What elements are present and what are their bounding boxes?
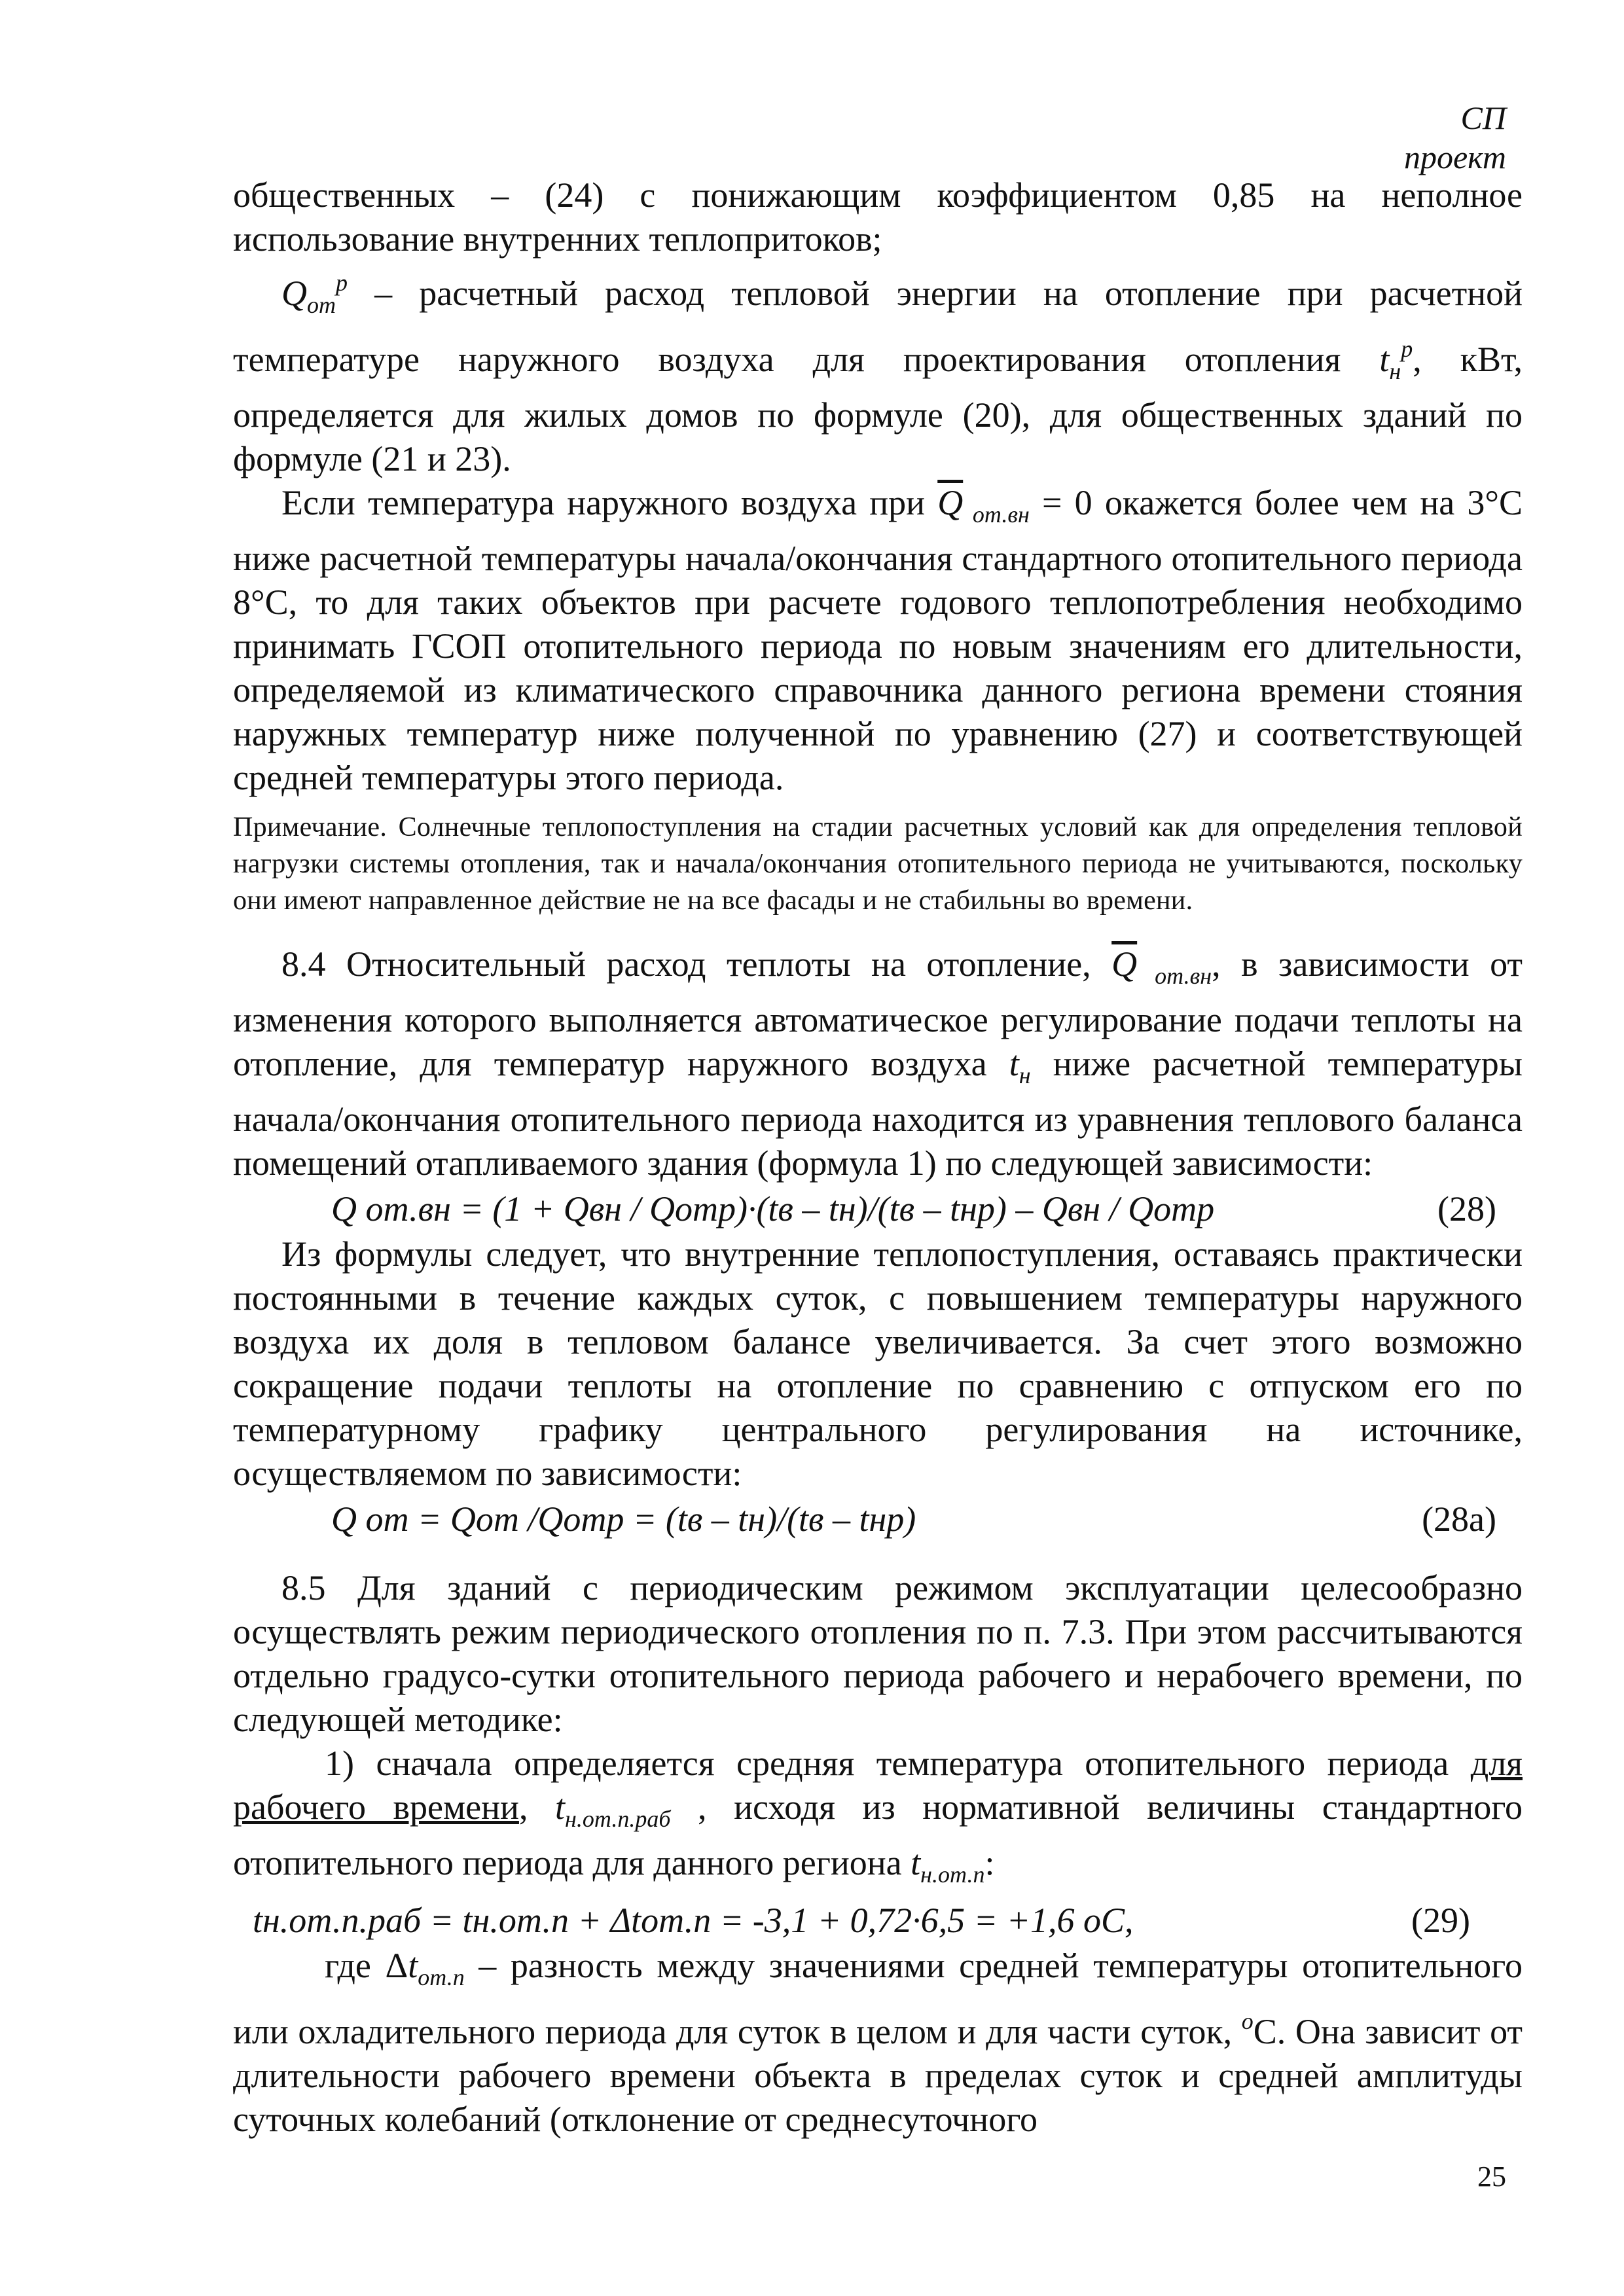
- equation-28-expression: Q от.вн = (1 + Qвн / Qотр)·(tв – tн)/(tв – tнр) – Qвн / Qотр: [331, 1189, 1215, 1229]
- equation-29-number: (29): [1411, 1901, 1470, 1940]
- paragraph-formula-consequence: Из формулы следует, что внутренние теплопоступления, оставаясь практически постоянными в течение каждых суток, с повышением температуры наружного воздуха их доля в тепловом балансе увеличивается. За счет этого возможно сокращение подачи теплоты на отопление по сравнению с отпуском его по температурному графику центрального регулирования на источнике, осуществляемом по зависимости:: [233, 1234, 1523, 1493]
- equation-29-expression: tн.от.п.раб = tн.от.п + Δtот.п = -3,1 + 0,72·6,5 = +1,6 оС,: [253, 1901, 1134, 1940]
- paragraph-step-1: 1) сначала определяется средняя температура отопительного периода для рабочего времени, $t_{н.от.п.раб}$ , исходя из нормативной величины стандартного отопительного периода для данного региона $t_{н.от.п}$:: [233, 1744, 1523, 1888]
- note-block: [233, 809, 1523, 919]
- equation-29: [233, 1897, 1523, 1944]
- page-number: 25: [1477, 2161, 1506, 2193]
- section-8-4-paragraph: 8.4 Относительный расход теплоты на отопление, $\overline{Q}$ $_{от.вн}$, в зависимости от изменения которого выполняется автоматическое регулирование подачи теплоты на отопление, для температур наружного воздуха $t_н$ ниже расчетной температуры начала/окончания отопительного периода находится из уравнения теплового баланса помещений отапливаемого здания (формула 1) по следующей зависимости:: [233, 944, 1523, 1183]
- equation-28a-expression: Q от = Qот /Qотр = (tв – tн)/(tв – tнр): [331, 1499, 916, 1539]
- paragraph-delta-definition: где $\Delta t_{от.п}$ – разность между значениями средней температуры отопительного или охладительного периода для суток в целом и для части суток, $^о$С. Она зависит от длительности рабочего времени объекта в пределах суток и средней амплитуды суточных колебаний (отклонение от среднесуточного: [233, 1946, 1523, 2139]
- equation-28a-number: (28а): [1422, 1499, 1496, 1539]
- header-code: СП: [1460, 99, 1506, 136]
- paragraph-continuation: общественных – (24) с понижающим коэффициентом 0,85 на неполное использование внутренних теплопритоков;: [233, 175, 1523, 259]
- equation-28-number: (28): [1437, 1189, 1496, 1229]
- paragraph-qot-definition: $Q_{от}^р$ – расчетный расход тепловой энергии на отопление при расчетной температуре наружного воздуха для проектирования отопления $t_н^р$, кВт, определяется для жилых домов по формуле (20), для общественных зданий по формуле (21 и 23).: [233, 270, 1523, 478]
- section-8-5-paragraph: 8.5 Для зданий с периодическим режимом эксплуатации целесообразно осуществлять режим периодического отопления по п. 7.3. При этом рассчитываются отдельно градусо-сутки отопительного периода рабочего и нерабочего времени, по следующей методике:: [233, 1568, 1523, 1739]
- document-body: [233, 173, 1523, 2142]
- equation-28a: [233, 1496, 1523, 1543]
- note-text: Примечание. Солнечные теплопоступления на стадии расчетных условий как для определения тепловой нагрузки системы отопления, так и начала/окончания отопительного периода не учитываются, поскольку они имеют направленное действие не на все фасады и не стабильны во времени.: [233, 812, 1523, 916]
- header-status: проект: [1403, 139, 1506, 175]
- equation-28: [233, 1185, 1523, 1232]
- paragraph-temperature-condition: Если температура наружного воздуха при $\overline{Q}$ $_{от.вн}$ = 0 окажется более чем на 3°С ниже расчетной температуры начала/окончания стандартного отопительного периода 8°С, то для таких объектов при расчете годового теплопотребления необходимо принимать ГСОП отопительного периода по новым значениям его длительности, определяемой из климатического справочника данного региона времени стояния наружных температур ниже полученной по уравнению (27) и соответствующей средней температуры этого периода.: [233, 483, 1523, 797]
